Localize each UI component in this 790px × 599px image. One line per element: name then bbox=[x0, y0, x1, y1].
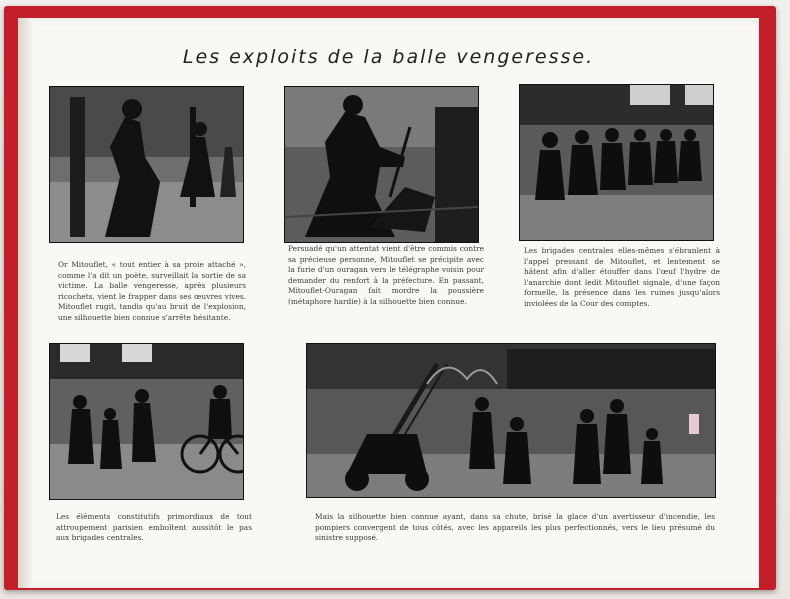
caption-3: Les brigades centrales elles-mêmes s'ébranlent à l'appel pressant de Mitouflet, et lentement se hâtent afin d'aller étouffer dans l'œuf l'hydre de l'anarchie dont ledit Mitouflet signale, d'une façon formelle, la présence dans les ruines jusqu'alors inviolées de la Cour des comptes. bbox=[524, 246, 720, 308]
caption-1: Or Mitouflet, « tout entier à sa proie attaché », comme l'a dit un poète, surveillait la sortie de sa victime. La balle vengeresse, après plusieurs ricochets, vient le frapper dans ses œuvres vives. Mitouflet rugit, tandis qu'au bruit de l'explosion, une silhouette bien connue s'arrête hésitante. bbox=[58, 260, 246, 322]
page-spine bbox=[18, 18, 32, 588]
illustration-panel-2 bbox=[284, 86, 479, 243]
page-title: Les exploits de la balle vengeresse. bbox=[182, 46, 595, 68]
caption-4: Les éléments constitutifs primordiaux de tout attroupement parisien emboîtent aussitôt le pas aux brigades centrales. bbox=[56, 512, 252, 543]
illustration-panel-3 bbox=[519, 84, 714, 241]
illustration-panel-4 bbox=[49, 343, 244, 500]
caption-5: Mais la silhouette bien connue ayant, dans sa chute, brisé la glace d'un avertisseur d'incendie, les pompiers convergent de tous côtés, avec les appareils les plus perfectionnés, vers le lieu présumé du sinistre supposé. bbox=[315, 512, 715, 543]
illustration-panel-1 bbox=[49, 86, 244, 243]
book-cover bbox=[4, 6, 776, 590]
book-page bbox=[18, 18, 759, 588]
illustration-panel-5 bbox=[306, 343, 716, 498]
caption-2: Persuadé qu'un attentat vient d'être commis contre sa précieuse personne, Mitouflet se précipite avec la furie d'un ouragan vers le télégraphe voisin pour demander du renfort à la préfecture. En passant, Mitouflet-Ouragan fait mordre la poussière (métaphore hardie) à la silhouette bien connue. bbox=[288, 244, 484, 306]
